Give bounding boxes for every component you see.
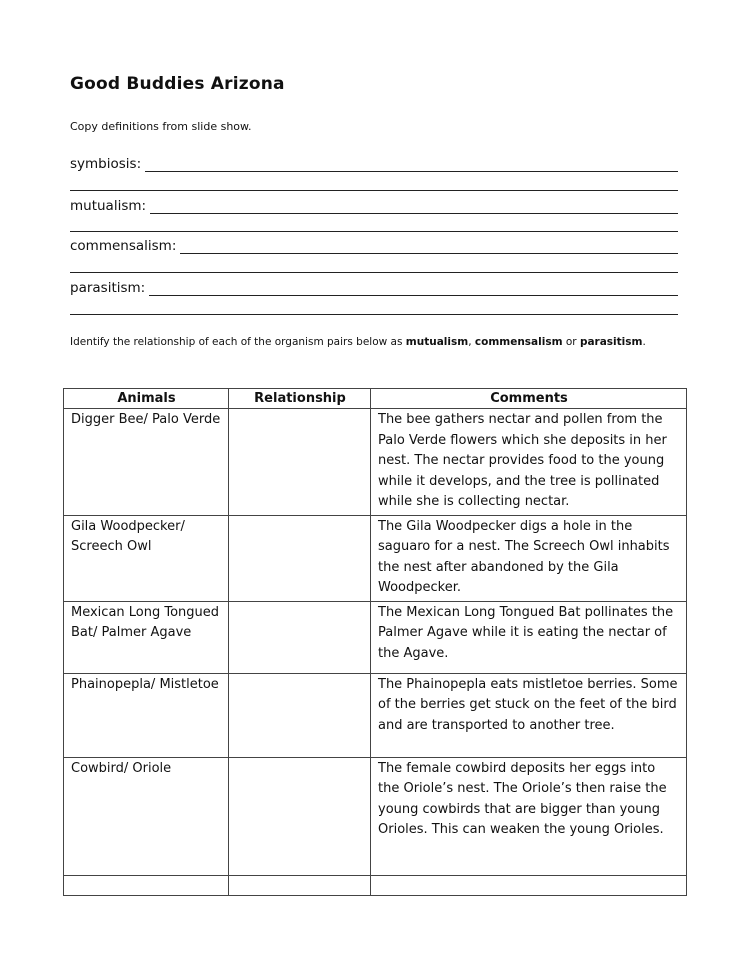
definition-mutualism bbox=[70, 196, 678, 214]
animals-cell: Phainopepla/ Mistletoe bbox=[64, 673, 229, 757]
definition-term: commensalism: bbox=[70, 238, 177, 254]
answer-line bbox=[150, 199, 678, 214]
relationship-table bbox=[63, 388, 687, 896]
answer-line bbox=[70, 314, 678, 315]
comments-cell: The Phainopepla eats mistletoe berries. Some of the berries get stuck on the feet of the bird and are transported to another tree. bbox=[371, 673, 687, 757]
table-row bbox=[64, 757, 687, 875]
relationship-cell[interactable] bbox=[229, 515, 371, 601]
definition-commensalism bbox=[70, 236, 678, 254]
answer-line bbox=[149, 281, 678, 296]
header-comments: Comments bbox=[371, 389, 687, 409]
relationship-cell[interactable] bbox=[229, 673, 371, 757]
identify-instruction bbox=[70, 336, 646, 348]
term-parasitism: parasitism bbox=[579, 336, 643, 348]
copy-instruction: Copy definitions from slide show. bbox=[70, 120, 252, 133]
relationship-cell[interactable] bbox=[229, 757, 371, 875]
page-title: Good Buddies Arizona bbox=[70, 74, 285, 94]
animals-cell: Gila Woodpecker/ Screech Owl bbox=[64, 515, 229, 601]
relationship-cell[interactable] bbox=[229, 409, 371, 516]
comments-cell: The Mexican Long Tongued Bat pollinates the Palmer Agave while it is eating the nectar of the Agave. bbox=[371, 601, 687, 673]
term-mutualism: mutualism bbox=[405, 336, 469, 348]
term-commensalism: commensalism bbox=[474, 336, 563, 348]
relationship-cell[interactable] bbox=[229, 875, 371, 895]
instruction-text: Identify the relationship of each of the organism pairs below as bbox=[70, 336, 406, 348]
animals-cell: Mexican Long Tongued Bat/ Palmer Agave bbox=[64, 601, 229, 673]
answer-line bbox=[70, 190, 678, 191]
instruction-sep: or bbox=[562, 336, 580, 348]
comments-cell: The female cowbird deposits her eggs into the Oriole’s nest. The Oriole’s then raise the young cowbirds that are bigger than young Orioles. This can weaken the young Orioles. bbox=[371, 757, 687, 875]
comments-cell: The bee gathers nectar and pollen from the Palo Verde flowers which she deposits in her nest. The nectar provides food to the young while it develops, and the tree is pollinated while she is collecting nectar. bbox=[371, 409, 687, 516]
definition-term: symbiosis: bbox=[70, 156, 142, 172]
answer-line bbox=[145, 157, 678, 172]
header-animals: Animals bbox=[64, 389, 229, 409]
table-row bbox=[64, 673, 687, 757]
table-row bbox=[64, 875, 687, 895]
definition-parasitism bbox=[70, 278, 678, 296]
definition-symbiosis bbox=[70, 154, 678, 172]
answer-line bbox=[70, 231, 678, 232]
table-row bbox=[64, 515, 687, 601]
table-row bbox=[64, 409, 687, 516]
header-relationship: Relationship bbox=[229, 389, 371, 409]
animals-cell: Cowbird/ Oriole bbox=[64, 757, 229, 875]
comments-cell bbox=[371, 875, 687, 895]
table-row bbox=[64, 601, 687, 673]
definition-term: mutualism: bbox=[70, 198, 147, 214]
animals-cell: Digger Bee/ Palo Verde bbox=[64, 409, 229, 516]
relationship-cell[interactable] bbox=[229, 601, 371, 673]
answer-line bbox=[180, 239, 678, 254]
definition-term: parasitism: bbox=[70, 280, 146, 296]
table-header-row bbox=[64, 389, 687, 409]
animals-cell bbox=[64, 875, 229, 895]
comments-cell: The Gila Woodpecker digs a hole in the saguaro for a nest. The Screech Owl inhabits the nest after abandoned by the Gila Woodpecker. bbox=[371, 515, 687, 601]
answer-line bbox=[70, 272, 678, 273]
instruction-sep: . bbox=[642, 336, 646, 348]
instruction-sep: , bbox=[468, 336, 475, 348]
